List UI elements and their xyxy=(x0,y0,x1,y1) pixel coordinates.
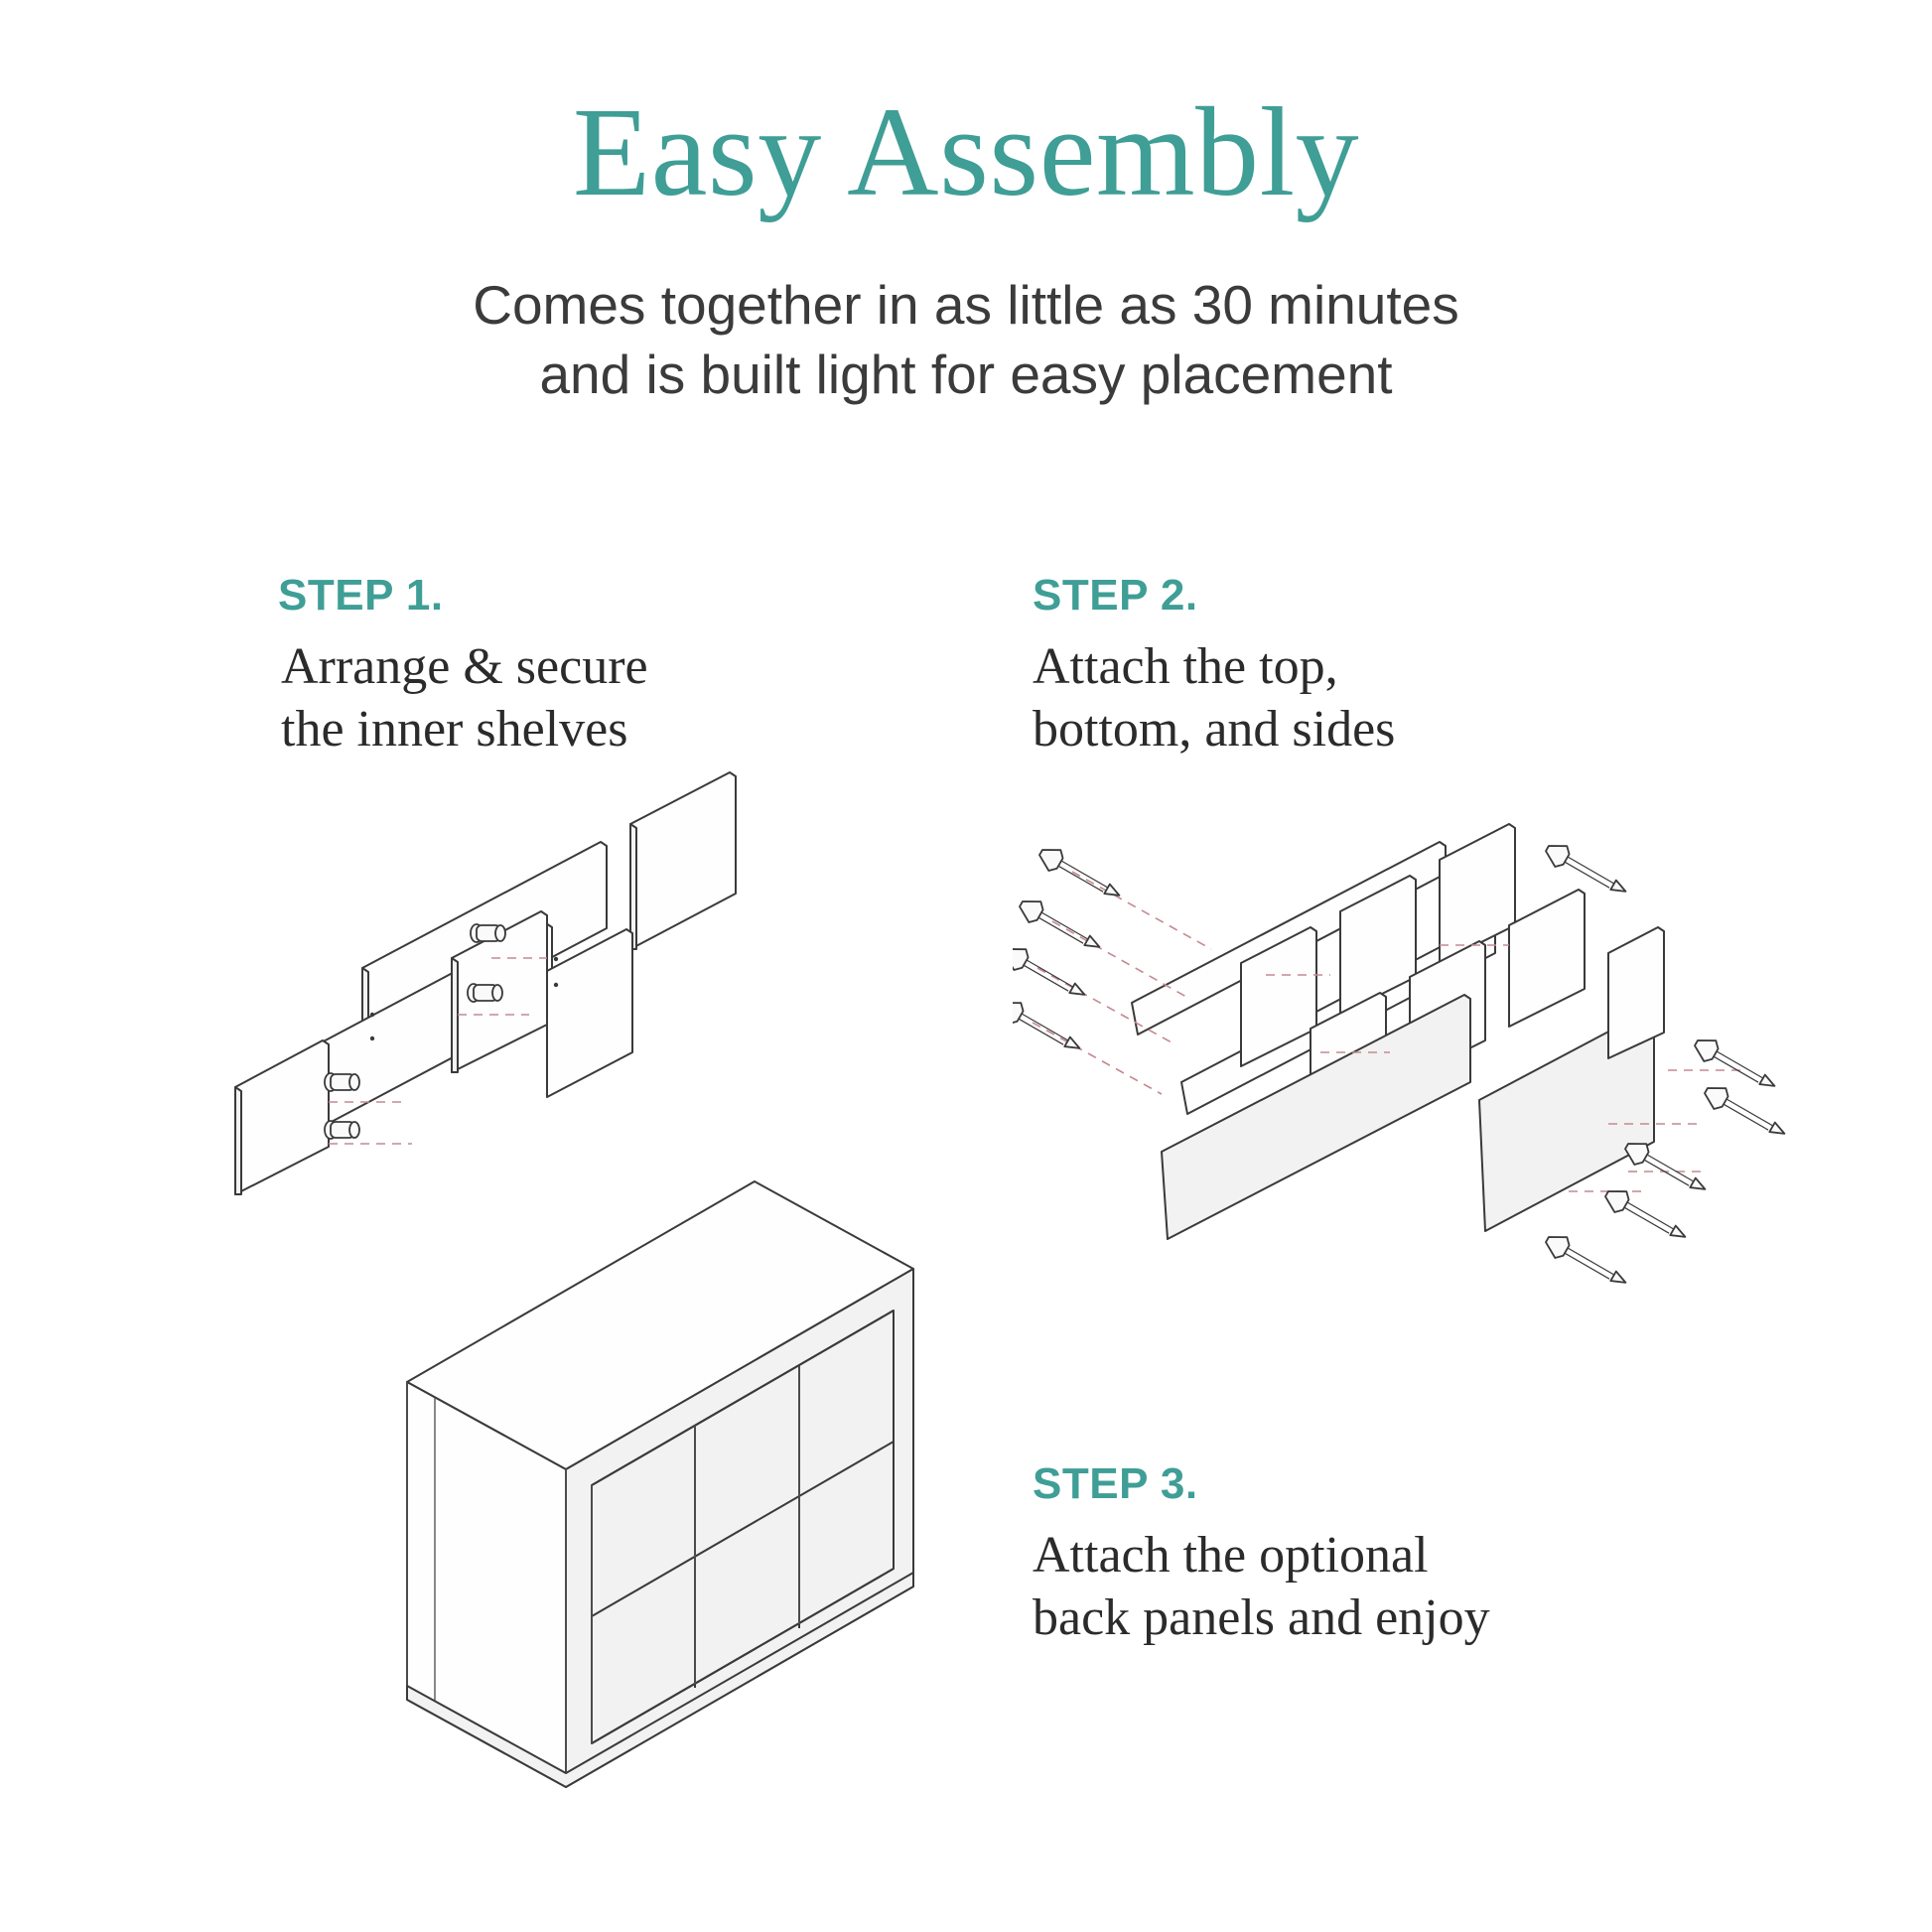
step-3-description xyxy=(1033,1524,1490,1650)
step-2-line-2: bottom, and sides xyxy=(1033,701,1396,759)
step-2-line-1: Attach the top, xyxy=(1033,638,1338,695)
screw-icon xyxy=(1016,894,1105,959)
screw-icon xyxy=(1691,1033,1780,1098)
step-1-line-2: the inner shelves xyxy=(281,701,628,759)
screw-icon xyxy=(1013,995,1084,1060)
step-2-label: STEP 2. xyxy=(1033,571,1198,620)
page-subtitle xyxy=(0,270,1932,410)
step-3-illustration xyxy=(397,1172,1042,1847)
subtitle-line-1: Comes together in as little as 30 minutes xyxy=(473,274,1459,336)
step-3-line-2: back panels and enjoy xyxy=(1033,1589,1490,1647)
dowel-pin xyxy=(468,984,502,1002)
step-1-description xyxy=(281,635,648,761)
screw-icon xyxy=(1701,1080,1790,1146)
subtitle-line-2: and is built light for easy placement xyxy=(539,344,1393,406)
step-1-line-1: Arrange & secure xyxy=(281,638,648,695)
step-3-line-1: Attach the optional xyxy=(1033,1527,1429,1584)
step-2-illustration xyxy=(1013,755,1827,1311)
step-2-description xyxy=(1033,635,1395,761)
step-3-label: STEP 3. xyxy=(1033,1459,1198,1508)
step-1-label: STEP 1. xyxy=(278,571,444,620)
screw-icon xyxy=(1601,1183,1691,1249)
dowel-pin xyxy=(325,1121,359,1139)
screw-icon xyxy=(1542,838,1631,903)
page-title: Easy Assembly xyxy=(572,81,1360,222)
screw-icon xyxy=(1013,941,1089,1007)
screw-icon xyxy=(1035,842,1125,907)
dowel-pin xyxy=(471,924,505,942)
screw-icon xyxy=(1542,1229,1631,1295)
dowel-pin xyxy=(325,1073,359,1091)
